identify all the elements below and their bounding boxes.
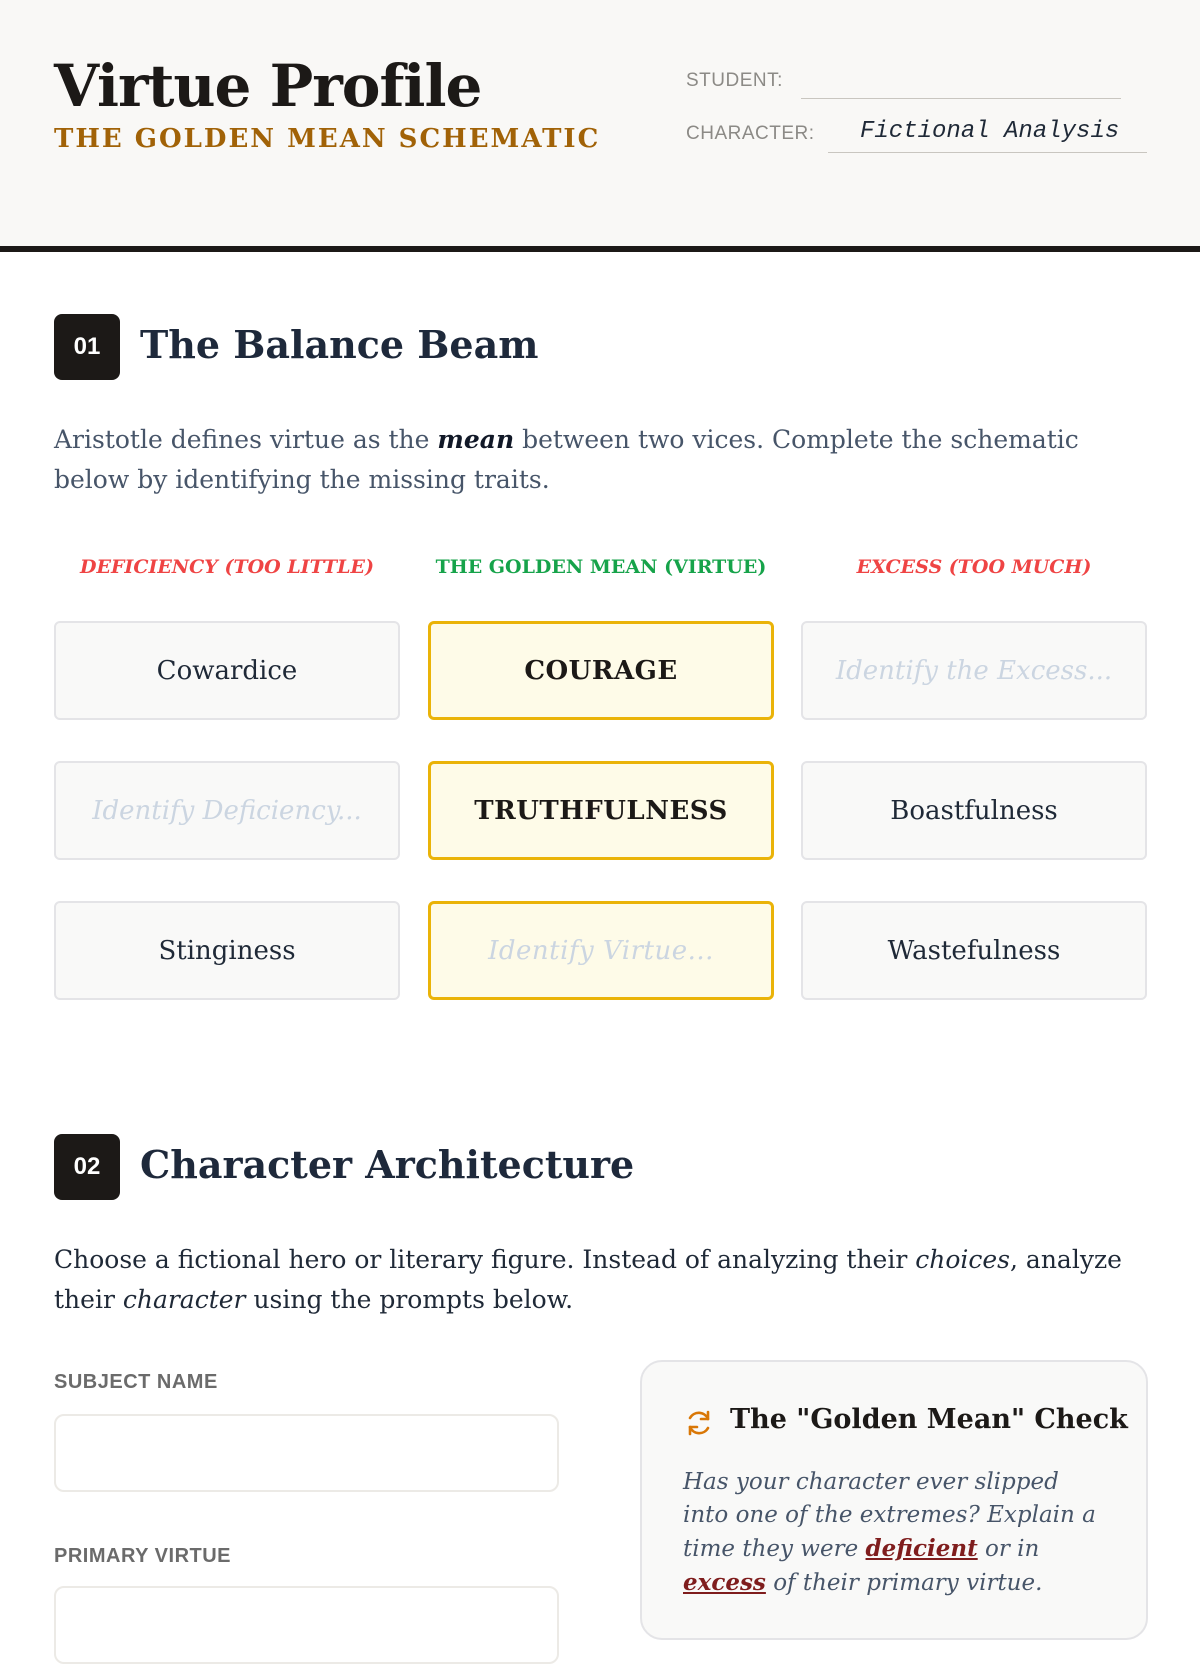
deficiency-input[interactable]: Identify Deficiency... xyxy=(54,761,400,860)
section-intro xyxy=(54,420,1154,500)
page-subtitle: THE GOLDEN MEAN SCHEMATIC xyxy=(54,124,601,154)
page-title: Virtue Profile xyxy=(54,52,482,120)
prompt-text: Has your character ever slipped into one of the extremes? Explain a time they were xyxy=(683,1469,1096,1562)
deficient-term: deficient xyxy=(865,1535,978,1562)
intro-text: between two vices. Complete the schematic below by identifying the missing traits. xyxy=(54,425,1079,494)
page-header xyxy=(0,0,1200,252)
check-card-prompt xyxy=(683,1466,1103,1600)
character-field-value[interactable]: Fictional Analysis xyxy=(860,118,1120,145)
section-title: The Balance Beam xyxy=(140,322,539,367)
section-intro xyxy=(54,1240,1154,1320)
deficiency-cell: Stinginess xyxy=(54,901,400,1000)
virtue-input[interactable]: Identify Virtue... xyxy=(428,901,774,1000)
subject-name-input[interactable] xyxy=(54,1414,559,1492)
excess-input[interactable]: Identify the Excess... xyxy=(801,621,1147,720)
character-field[interactable] xyxy=(828,152,1147,153)
intro-emphasis: character xyxy=(122,1285,246,1314)
virtue-cell: COURAGE xyxy=(428,621,774,720)
column-header-mean: THE GOLDEN MEAN (VIRTUE) xyxy=(435,556,767,578)
excess-cell: Wastefulness xyxy=(801,901,1147,1000)
check-card-title: The "Golden Mean" Check xyxy=(730,1404,1128,1435)
student-field[interactable] xyxy=(801,98,1121,99)
intro-emphasis: choices xyxy=(915,1245,1011,1274)
prompt-text: or in xyxy=(977,1536,1040,1562)
intro-text: Aristotle defines virtue as the xyxy=(54,425,438,454)
student-label: STUDENT: xyxy=(686,70,783,91)
section-title: Character Architecture xyxy=(140,1142,635,1187)
excess-term: excess xyxy=(683,1569,766,1596)
section-number-badge: 02 xyxy=(54,1134,120,1200)
section-number-badge: 01 xyxy=(54,314,120,380)
deficiency-cell: Cowardice xyxy=(54,621,400,720)
prompt-text: of their primary virtue. xyxy=(765,1570,1043,1596)
intro-text: , analyze their xyxy=(54,1245,1122,1314)
primary-virtue-input[interactable] xyxy=(54,1586,559,1664)
refresh-icon xyxy=(684,1408,714,1438)
virtue-cell: TRUTHFULNESS xyxy=(428,761,774,860)
column-header-excess: EXCESS (TOO MUCH) xyxy=(856,556,1092,578)
intro-text: using the prompts below. xyxy=(245,1285,574,1314)
intro-emphasis: mean xyxy=(437,425,515,454)
subject-name-label: SUBJECT NAME xyxy=(54,1371,218,1393)
column-header-deficiency: DEFICIENCY (TOO LITTLE) xyxy=(79,556,375,578)
primary-virtue-label: PRIMARY VIRTUE xyxy=(54,1545,232,1567)
character-label: CHARACTER: xyxy=(686,123,815,144)
excess-cell: Boastfulness xyxy=(801,761,1147,860)
intro-text: Choose a fictional hero or literary figure. Instead of analyzing their xyxy=(54,1245,916,1274)
